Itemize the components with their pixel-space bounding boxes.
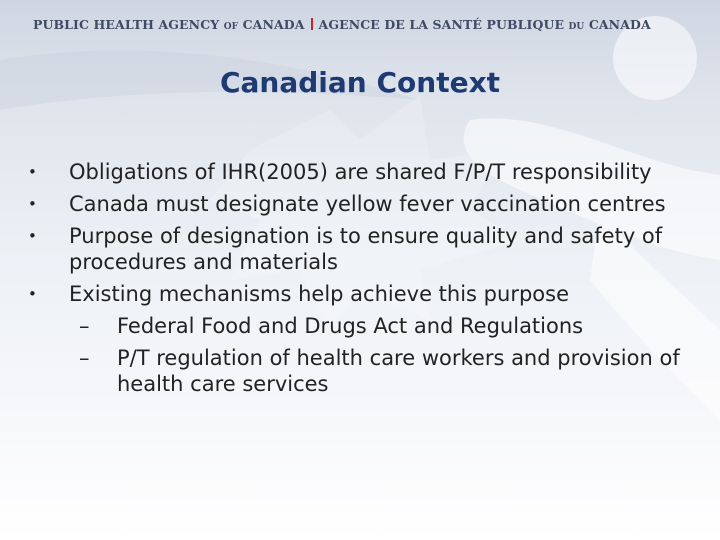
bullet-item	[28, 159, 688, 185]
sub-bullet-item	[69, 345, 688, 397]
slide-title	[0, 66, 720, 99]
bullet-text: Canada must designate yellow fever vaccination centres	[69, 192, 666, 216]
agency-name-fr: AGENCE DE LA SANTÉ PUBLIQUE du CANADA	[318, 17, 651, 32]
slide-title-text: Canadian Context	[219, 66, 501, 99]
bullet-list	[28, 159, 688, 403]
bullet-item	[28, 191, 688, 217]
bullet-marker: •	[28, 227, 37, 245]
dash-marker: –	[79, 346, 90, 370]
bullet-text: Obligations of IHR(2005) are shared F/P/T responsibility	[69, 160, 652, 184]
header-separator	[311, 18, 313, 30]
bullet-marker: •	[28, 195, 37, 213]
agency-name-en: PUBLIC HEALTH AGENCY of CANADA	[33, 17, 305, 32]
bullet-marker: •	[28, 285, 37, 303]
bullet-item	[28, 281, 688, 397]
sub-bullet-item	[69, 313, 688, 339]
bullet-marker: •	[28, 163, 37, 181]
sub-bullet-text: Federal Food and Drugs Act and Regulations	[117, 314, 584, 338]
bullet-text: Purpose of designation is to ensure quality and safety of procedures and materials	[69, 224, 663, 274]
dash-marker: –	[79, 314, 90, 338]
bullet-item	[28, 223, 688, 275]
bullet-text: Existing mechanisms help achieve this purpose	[69, 282, 569, 306]
agency-header	[33, 17, 651, 32]
sub-bullet-text: P/T regulation of health care workers and provision of health care services	[117, 346, 680, 396]
sub-bullet-list	[69, 313, 688, 397]
